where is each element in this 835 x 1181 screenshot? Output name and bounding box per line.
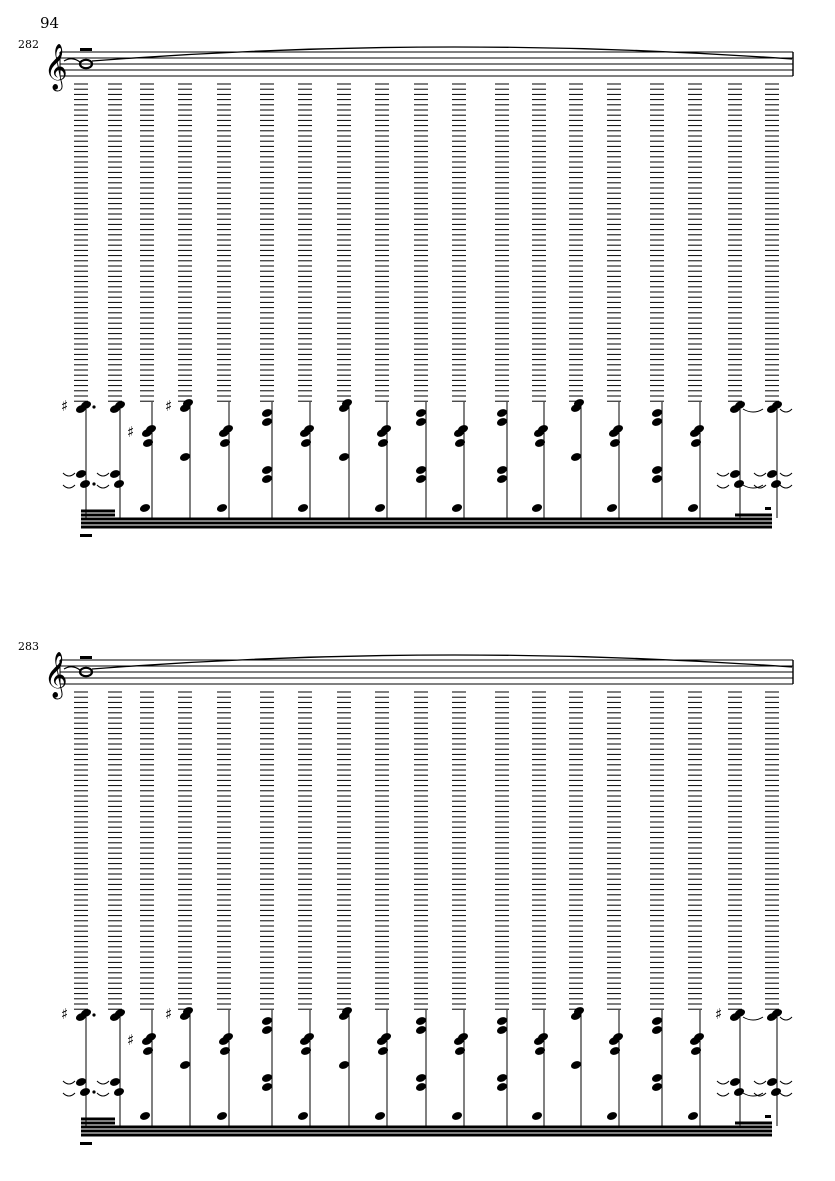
note-head: [415, 1073, 427, 1084]
note-head: [261, 474, 273, 485]
note-head: [606, 1111, 618, 1122]
column-13: [531, 84, 549, 518]
note-head: [297, 1111, 309, 1122]
tie-arc: [780, 1017, 792, 1020]
note-head: [687, 503, 699, 514]
note-head: [531, 1111, 543, 1122]
column-18: [717, 84, 763, 518]
note-head: [179, 1060, 191, 1071]
column-4: [165, 692, 194, 1126]
note-head: [496, 1025, 508, 1036]
note-head: [451, 1111, 463, 1122]
column-4: [165, 84, 194, 518]
note-head: [687, 1111, 699, 1122]
column-19: [754, 692, 792, 1126]
note-head: [109, 1077, 121, 1088]
note-head: [75, 469, 87, 480]
column-16: [650, 692, 664, 1126]
column-12: [495, 692, 509, 1126]
note-head: [216, 503, 228, 514]
column-14: [569, 692, 585, 1126]
tie-arc: [717, 473, 729, 476]
page-number: 94: [40, 14, 60, 32]
note-head: [766, 1077, 778, 1088]
system-283: [44, 652, 793, 1145]
tie-arc: [754, 473, 766, 476]
note-head: [651, 465, 663, 476]
note-head: [261, 417, 273, 428]
note-head: [374, 1111, 386, 1122]
note-head: [415, 1025, 427, 1036]
note-head: [415, 474, 427, 485]
note-head: [79, 479, 91, 490]
system-282: [44, 44, 793, 537]
tie-arc: [780, 485, 792, 488]
note-head: [770, 479, 782, 490]
tie-arc: [97, 1081, 109, 1084]
slur: [92, 655, 792, 669]
tie-arc: [717, 1081, 729, 1084]
column-8: [337, 692, 353, 1126]
tie-arc: [97, 485, 109, 488]
column-8: [337, 84, 353, 518]
rest-mark: [80, 1142, 92, 1145]
tie-arc: [63, 1081, 75, 1084]
note-head: [75, 1077, 87, 1088]
column-1: [61, 84, 96, 518]
column-15: [606, 84, 624, 518]
column-3: [127, 692, 157, 1126]
column-11: [451, 692, 469, 1126]
column-12: [495, 84, 509, 518]
rest-mark: [80, 48, 92, 51]
sharp-sign: ♯: [165, 1005, 173, 1023]
tie-arc: [743, 409, 763, 412]
note-head: [297, 503, 309, 514]
tie-arc: [63, 473, 75, 476]
note-head: [496, 408, 508, 419]
column-7: [297, 692, 315, 1126]
tie-arc: [63, 1093, 75, 1096]
tie-arc: [717, 1093, 729, 1096]
note-head: [261, 1073, 273, 1084]
note-head: [570, 452, 582, 463]
note-head: [415, 417, 427, 428]
ledger-columns: [61, 84, 792, 518]
note-head: [496, 474, 508, 485]
note-head: [651, 1016, 663, 1027]
column-15: [606, 692, 624, 1126]
note-head: [113, 479, 125, 490]
column-17: [687, 692, 705, 1126]
tie-arc: [743, 1017, 763, 1020]
column-10: [414, 84, 428, 518]
sharp-sign: ♯: [127, 1031, 135, 1049]
tie-arc: [754, 1081, 766, 1084]
rest-mark: [765, 1115, 771, 1118]
rest-mark: [80, 656, 92, 659]
note-head: [496, 417, 508, 428]
note-head: [570, 1060, 582, 1071]
column-6: [260, 84, 274, 518]
slur: [92, 47, 792, 61]
tie-arc: [63, 485, 75, 488]
tie-arc: [780, 409, 792, 412]
column-10: [414, 692, 428, 1126]
note-head: [733, 479, 745, 490]
note-head: [496, 1016, 508, 1027]
note-head: [179, 452, 191, 463]
note-head: [651, 1082, 663, 1093]
column-11: [451, 84, 469, 518]
note-head: [496, 1082, 508, 1093]
note-head: [216, 1111, 228, 1122]
treble-clef-icon: 𝄞: [44, 652, 68, 698]
column-5: [216, 84, 234, 518]
note-head: [261, 1016, 273, 1027]
tie-arc: [717, 485, 729, 488]
ledger-columns: [61, 692, 792, 1126]
column-9: [374, 84, 392, 518]
note-head: [338, 452, 350, 463]
column-17: [687, 84, 705, 518]
column-3: [127, 84, 157, 518]
note-head: [261, 465, 273, 476]
note-head: [733, 1087, 745, 1098]
treble-staff: [44, 44, 793, 92]
note-head: [415, 1016, 427, 1027]
note-head: [139, 1111, 151, 1122]
note-head: [651, 1025, 663, 1036]
note-head: [606, 503, 618, 514]
column-2: [97, 84, 126, 518]
sharp-sign: ♯: [165, 397, 173, 415]
column-2: [97, 692, 126, 1126]
tie-arc: [97, 1093, 109, 1096]
tie-arc: [780, 1093, 792, 1096]
dot: [92, 405, 95, 408]
note-head: [139, 503, 151, 514]
sharp-sign: ♯: [61, 397, 69, 415]
tie-arc: [780, 473, 792, 476]
note-head: [261, 408, 273, 419]
note-head: [109, 469, 121, 480]
note-head: [651, 1073, 663, 1084]
tie-arc: [780, 1081, 792, 1084]
note-head: [729, 1077, 741, 1088]
note-head: [338, 1060, 350, 1071]
column-16: [650, 84, 664, 518]
dot: [92, 482, 95, 485]
note-head: [651, 474, 663, 485]
note-head: [651, 408, 663, 419]
column-1: [61, 692, 96, 1126]
treble-staff: [44, 652, 793, 700]
note-head: [766, 469, 778, 480]
sharp-sign: ♯: [127, 423, 135, 441]
sharp-sign: ♯: [61, 1005, 69, 1023]
column-5: [216, 692, 234, 1126]
tie-arc: [97, 473, 109, 476]
rest-mark: [80, 534, 92, 537]
dot: [92, 1090, 95, 1093]
note-head: [415, 1082, 427, 1093]
dot: [92, 1013, 95, 1016]
note-head: [415, 408, 427, 419]
column-18: [715, 692, 763, 1126]
column-9: [374, 692, 392, 1126]
note-head: [374, 503, 386, 514]
note-head: [651, 417, 663, 428]
column-14: [569, 84, 585, 518]
note-head: [531, 503, 543, 514]
measure-number-283: 283: [18, 640, 39, 653]
note-head: [261, 1025, 273, 1036]
sharp-sign: ♯: [715, 1005, 723, 1023]
note-head: [770, 1087, 782, 1098]
rest-mark: [765, 507, 771, 510]
column-19: [754, 84, 792, 518]
note-head: [451, 503, 463, 514]
note-head: [729, 469, 741, 480]
note-head: [496, 1073, 508, 1084]
note-head: [261, 1082, 273, 1093]
column-6: [260, 692, 274, 1126]
column-7: [297, 84, 315, 518]
note-head: [415, 465, 427, 476]
column-13: [531, 692, 549, 1126]
measure-number-282: 282: [18, 38, 39, 51]
note-head: [113, 1087, 125, 1098]
note-head: [496, 465, 508, 476]
note-head: [79, 1087, 91, 1098]
treble-clef-icon: 𝄞: [44, 44, 68, 90]
